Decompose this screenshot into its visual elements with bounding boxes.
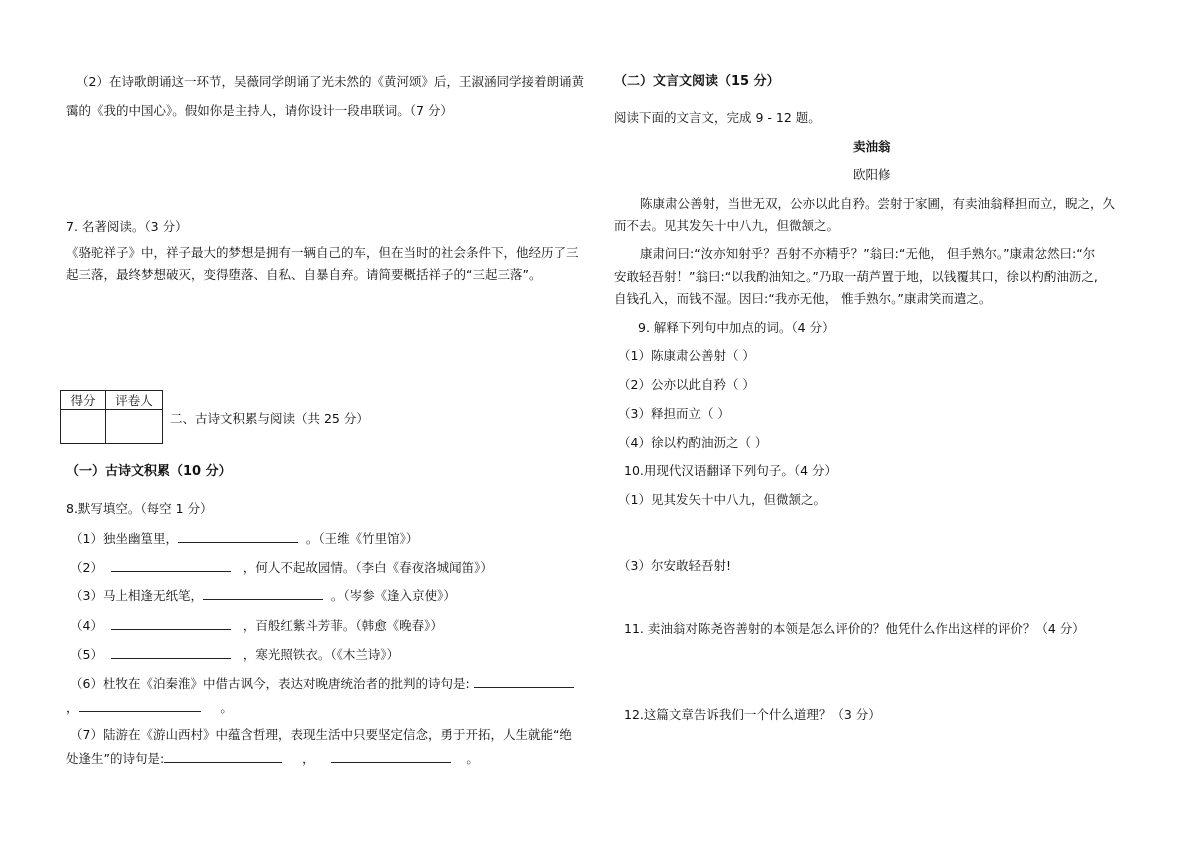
q8-blank-3[interactable] xyxy=(203,587,323,600)
q9-item: （1）陈康肃公善射（ ） xyxy=(618,348,755,363)
passage-p1-line1: 陈康肃公善射，当世无双，公亦以此自矜。尝射于家圃，有卖油翁释担而立，睨之，久 xyxy=(640,196,1116,211)
q8-blank-6a[interactable] xyxy=(474,675,574,688)
q8-item-3-post: 。（岑参《逢入京使》） xyxy=(330,588,456,603)
q8-title: 8.默写填空。（每空 1 分） xyxy=(66,501,213,516)
q7-line1: 《骆驼祥子》中，祥子最大的梦想是拥有一辆自己的车，但在当时的社会条件下，他经历了三 xyxy=(66,245,579,260)
q8-item-7-line1: （7）陆游在《游山西村》中蕴含哲理，表现生活中只要坚定信念，勇于开拓，人生就能“绝 xyxy=(70,727,572,742)
q8-item-3-pre: （3）马上相逢无纸笔， xyxy=(70,588,203,603)
q9-title: 9. 解释下列句中加点的词。（4 分） xyxy=(638,320,835,335)
q8-item-1-pre: （1）独坐幽篁里， xyxy=(70,531,178,546)
q10-title: 10.用现代汉语翻译下列句子。（4 分） xyxy=(624,463,838,478)
q9-item: （4）徐以杓酌油沥之（ ） xyxy=(618,435,768,450)
q8-item-4 xyxy=(70,617,443,634)
section2-title: 二、古诗文积累与阅读（共 25 分） xyxy=(170,411,369,426)
q8-blank-7a[interactable] xyxy=(164,750,282,763)
passage-p1-line2: 而不去。见其发矢十中八九，但微颔之。 xyxy=(614,218,840,233)
q11-question: 11. 卖油翁对陈尧咨善射的本领是怎么评价的？他凭什么作出这样的评价？（4 分） xyxy=(624,621,1085,636)
q8-item-5 xyxy=(70,646,399,663)
sub2-title: （二）文言文阅读（15 分） xyxy=(614,74,780,89)
q8-item-7-text: 处逢生”的诗句是: xyxy=(66,751,165,766)
q8-blank-2[interactable] xyxy=(111,559,231,572)
grader-cell[interactable] xyxy=(106,410,163,444)
q8-item-6-line1 xyxy=(70,675,574,692)
grader-header: 评卷人 xyxy=(106,391,163,410)
q6-2-line2: 霭的《我的中国心》。假如你是主持人，请你设计一段串联词。（7 分） xyxy=(66,103,453,118)
q12-question: 12.这篇文章告诉我们一个什么道理？（3 分） xyxy=(624,707,881,722)
q6-2-line1: （2）在诗歌朗诵这一环节，吴薇同学朗诵了光未然的《黄河颂》后，王淑涵同学接着朗诵黄 xyxy=(76,74,584,89)
q7-title: 7. 名著阅读。（3 分） xyxy=(66,219,188,234)
q9-item: （3）释担而立（ ） xyxy=(618,406,730,421)
q8-item-4-post: ，百般红紫斗芳菲。（韩愈《晚春》） xyxy=(242,618,443,633)
passage-p2-line1: 康肃问曰:“汝亦知射乎？吾射不亦精乎？”翁曰:“无他， 但手熟尔。”康肃忿然曰:“尔 xyxy=(640,246,1096,261)
q8-item-1-post: 。（王维《竹里馆》） xyxy=(305,531,419,546)
q8-item-3 xyxy=(70,587,456,604)
q8-item-6-text: （6）杜牧在《泊秦淮》中借古讽今，表达对晚唐统治者的批判的诗句是: xyxy=(70,676,470,691)
passage-p2-line2: 安敢轻吾射！”翁曰:“以我酌油知之。”乃取一葫芦置于地，以钱覆其口，徐以杓酌油沥之, xyxy=(614,269,1098,284)
q8-item-6-comma: ， xyxy=(66,700,79,715)
score-header: 得分 xyxy=(61,391,106,410)
q8-item-2-pre: （2） xyxy=(70,560,103,575)
q8-blank-1[interactable] xyxy=(178,530,298,543)
q8-item-5-post: ，寒光照铁衣。（《木兰诗》） xyxy=(242,647,400,662)
passage-p2-line3: 自钱孔入，而钱不湿。因曰:“我亦无他， 惟手熟尔。”康肃笑而遣之。 xyxy=(614,291,992,306)
reading-intro: 阅读下面的文言文，完成 9 - 12 题。 xyxy=(614,110,821,125)
q8-blank-4[interactable] xyxy=(111,617,231,630)
q8-item-7-end: 。 xyxy=(466,751,479,766)
q8-item-5-pre: （5） xyxy=(70,647,103,662)
score-cell[interactable] xyxy=(61,410,106,444)
q8-blank-6b[interactable] xyxy=(79,699,201,712)
q8-blank-5[interactable] xyxy=(111,646,231,659)
q7-line2: 起三落，最终梦想破灭，变得堕落、自私、自暴自弃。请简要概括祥子的“三起三落”。 xyxy=(66,267,542,282)
q8-item-7-comma: ， xyxy=(302,751,315,766)
sub1-title: （一）古诗文积累（10 分） xyxy=(66,464,232,479)
q8-item-6-line2 xyxy=(66,699,233,716)
q8-item-1 xyxy=(70,530,418,547)
passage-author: 欧阳修 xyxy=(853,167,891,182)
q10-item: （1）见其发矢十中八九，但微颔之。 xyxy=(618,492,826,507)
q10-item: （3）尔安敢轻吾射! xyxy=(618,558,731,573)
q8-item-2 xyxy=(70,559,493,576)
q9-item: （2）公亦以此自矜（ ） xyxy=(618,377,755,392)
q8-item-6-end: 。 xyxy=(220,700,233,715)
q8-item-7-line2 xyxy=(66,750,479,767)
q8-item-4-pre: （4） xyxy=(70,618,103,633)
q8-blank-7b[interactable] xyxy=(331,750,451,763)
score-table xyxy=(60,390,163,444)
q8-item-2-post: ，何人不起故园情。（李白《春夜洛城闻笛》） xyxy=(242,560,493,575)
passage-title: 卖油翁 xyxy=(853,139,891,154)
